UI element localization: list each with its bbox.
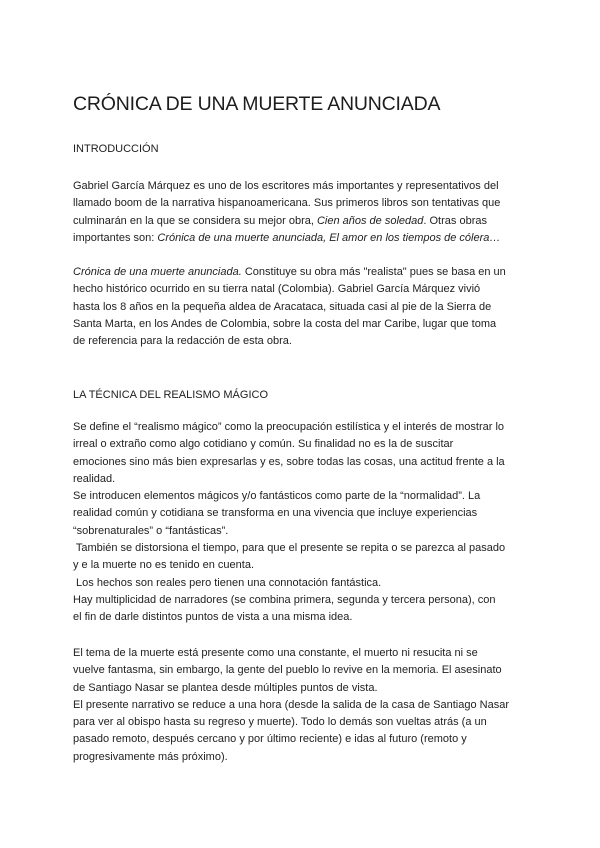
text-line: hasta los 8 años en la pequeña aldea de Aracataca, situada casi al pie de la Sierra de — [73, 300, 492, 313]
text-line: de Santiago Nasar se plantea desde múltiples puntos de vista. — [73, 681, 378, 694]
section-heading-introduction: INTRODUCCIÓN — [73, 143, 159, 155]
text-line: emociones sino más bien expresarlas y es, sobre todas las cosas, una actitud frente a la — [73, 455, 505, 468]
book-title-cien-anos: Cien años de soledad — [316, 214, 424, 227]
document-title: CRÓNICA DE UNA MUERTE ANUNCIADA — [73, 93, 441, 115]
paragraph-author-intro — [73, 178, 543, 247]
text-line: de referencia para la redacción de esta obra. — [73, 335, 292, 348]
text-line: llamado boom de la narrativa hispanoamericana. Sus primeros libros son tentativas que — [73, 197, 501, 210]
text-line: También se distorsiona el tiempo, para que el presente se repita o se parezca al pasado — [73, 542, 506, 555]
text-line: Hay multiplicidad de narradores (se combina primera, segunda y tercera persona), con — [73, 593, 496, 606]
section-heading-magic-realism: LA TÉCNICA DEL REALISMO MÁGICO — [73, 389, 268, 401]
text-line: importantes son: Crónica de una muerte anunciada, El amor en los tiempos de cólera… — [73, 231, 501, 244]
paragraph-work-context — [73, 264, 543, 350]
text-line: realidad común y cotidiana se transforma en una vivencia que incluye experiencias — [73, 507, 478, 520]
text-line: El tema de la muerte está presente como una constante, el muerto ni resucita ni se — [73, 647, 478, 659]
text-line: “sobrenaturales” o “fantásticas”. — [73, 524, 229, 537]
book-titles-list: Crónica de una muerte anunciada, El amor en los tiempos de cólera… — [157, 231, 501, 244]
text-line: para ver al obispo hasta su regreso y muerte). Todo lo demás son vueltas atrás (a un — [73, 716, 487, 729]
text-line: Santa Marta, en los Andes de Colombia, sobre la costa del mar Caribe, lugar que toma — [73, 317, 497, 330]
text-line: Se introducen elementos mágicos y/o fantásticos como parte de la “normalidad”. La — [73, 490, 481, 503]
text-line: Crónica de una muerte anunciada. Constituye su obra más "realista" pues se basa en un — [73, 266, 506, 278]
text-line: Gabriel García Márquez es uno de los escritores más importantes y representativos del — [73, 180, 499, 192]
text-line: El presente narrativo se reduce a una hora (desde la salida de la casa de Santiago Nasar — [73, 698, 509, 711]
text-line: Los hechos son reales pero tienen una connotación fantástica. — [73, 576, 382, 589]
text-line: realidad. — [73, 472, 116, 485]
text-line: irreal o extraño como algo cotidiano y común. Su finalidad no es la de suscitar — [73, 438, 454, 451]
text-line: y e la muerte no es tenido en cuenta. — [73, 559, 255, 572]
paragraph-magic-realism — [73, 419, 543, 627]
book-title-cronica: Crónica de una muerte anunciada. — [73, 266, 242, 278]
paragraph-death-theme — [73, 645, 543, 766]
text-line: pasado remoto, después cercano y por último reciente) e idas al futuro (remoto y — [73, 733, 467, 746]
text-line: el fin de darle distintos puntos de vista a una misma idea. — [73, 611, 353, 624]
text-line: progresivamente más próximo). — [73, 750, 228, 763]
text-line: culminarán en la que se considera su mejor obra, Cien años de soledad. Otras obras — [73, 214, 487, 227]
text-line: Se define el “realismo mágico” como la preocupación estilística y el interés de mostrar lo — [73, 421, 505, 433]
text-line: vuelve fantasma, sin embargo, la gente del pueblo lo revive en la memoria. El asesinato — [73, 664, 502, 677]
text-line: hecho histórico ocurrido en su tierra natal (Colombia). Gabriel García Márquez vivió — [73, 283, 481, 296]
